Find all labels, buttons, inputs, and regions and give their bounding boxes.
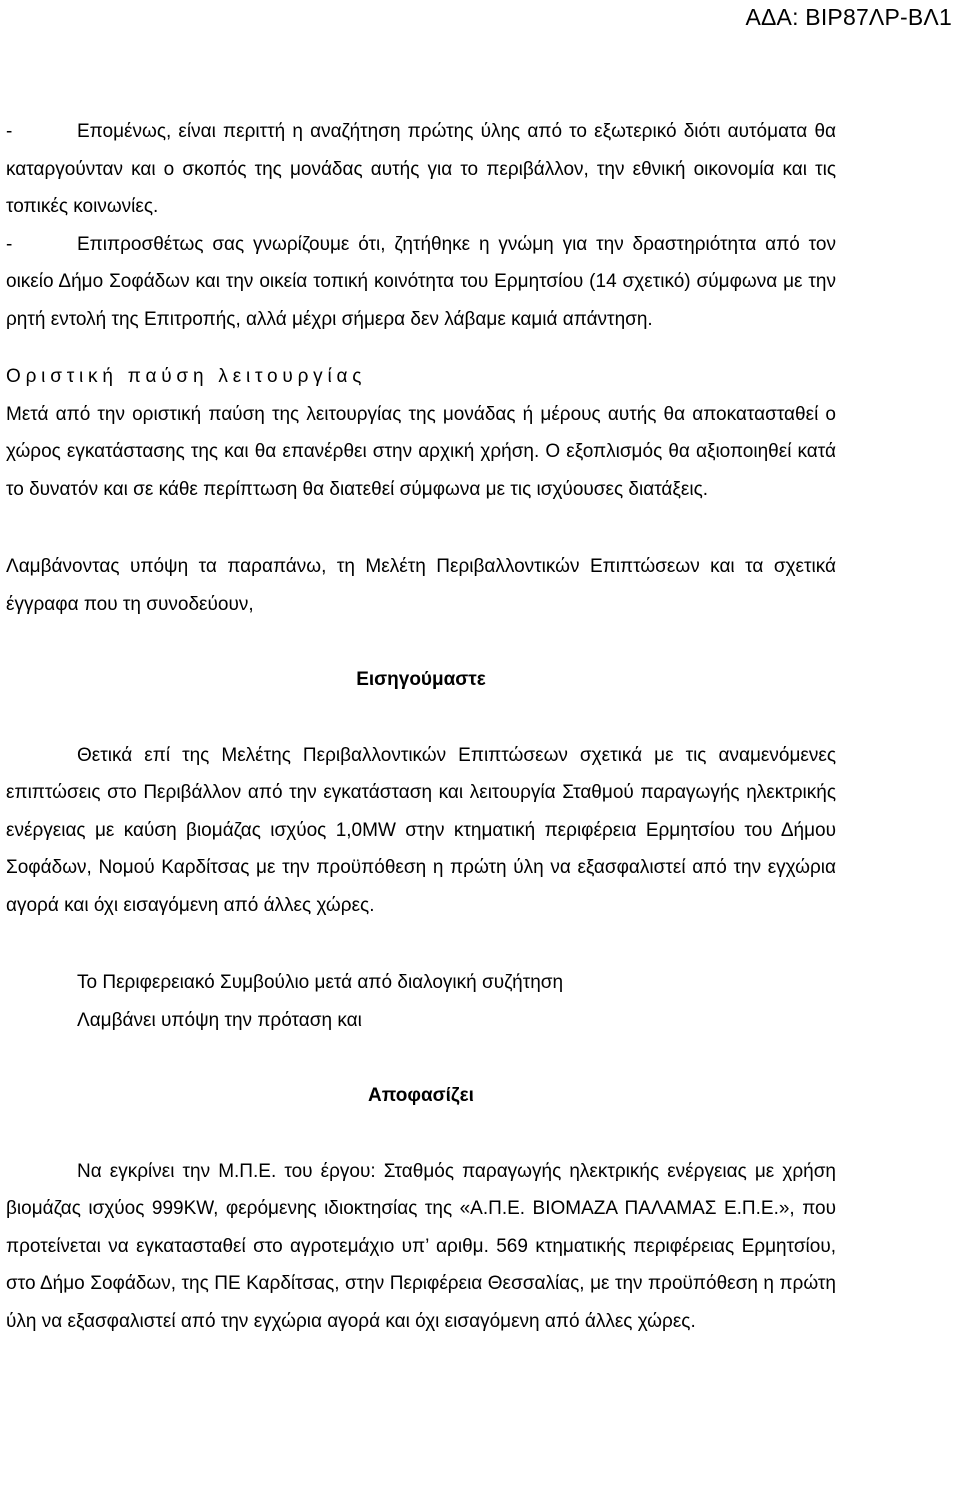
paragraph-municipality-opinion [6, 226, 836, 339]
list-dash: - [6, 121, 13, 142]
spacer [6, 924, 836, 964]
paragraph-first-ingredient-reason [6, 113, 836, 226]
spacer [6, 623, 836, 661]
paragraph-council-discussion: Το Περιφερειακό Συμβούλιο μετά από διαλογική συζήτηση [77, 972, 564, 993]
paragraph-text: Επομένως, είναι περιττή η αναζήτηση πρώτης ύλης από το εξωτερικό διότι αυτόματα θα καταργούνταν και ο σκοπός της μονάδας αυτής για το περιβάλλον, την εθνική οικονομία και τις τοπικές κοινωνίες. [6, 121, 836, 217]
document-body [6, 113, 836, 1340]
heading-we-recommend: Εισηγούμαστε [356, 669, 486, 690]
paragraph-shutdown-restoration: Μετά από την οριστική παύση της λειτουργίας της μονάδας ή μέρους αυτής θα αποκατασταθεί ο χώρος εγκατάστασης της και θα επανέρθει στην αρχική χρήση. Ο εξοπλισμός θα αξιοποιηθεί κατά το δυνατόν και σε κάθε περίπτωση θα διατεθεί σύμφωνα με τις ισχύουσες διατάξεις. [6, 403, 836, 500]
paragraph-council-takes-into-account: Λαμβάνει υπόψη την πρόταση και [77, 1009, 362, 1031]
spacer [6, 1115, 836, 1153]
ada-identifier: ΑΔΑ: ΒΙΡ87ΛΡ-ΒΛ1 [745, 4, 952, 30]
paragraph-positive-opinion: Θετικά επί της Μελέτης Περιβαλλοντικών Επιπτώσεων σχετικά με τις αναμενόμενες επιπτώσεις στο Περιβάλλον από την εγκατάσταση και λειτουργία Σταθμού παραγωγής ηλεκτρικής ενέργειας με καύση βιομάζας ισχύος 1,0MW στην κτηματική περιφέρεια Ερμητσίου του Δήμου Σοφάδων, Νομού Καρδίτσας με την προϋπόθεση η πρώτη ύλη να εξασφαλιστεί από την εγχώρια αγορά και όχι εισαγόμενη από άλλες χώρες. [6, 744, 836, 916]
spacer [6, 699, 836, 737]
spacer [6, 508, 836, 548]
list-dash: - [6, 233, 13, 255]
paragraph-text: Επιπροσθέτως σας γνωρίζουμε ότι, ζητήθηκε η γνώμη για την δραστηριότητα από τον οικείο Δήμο Σοφάδων και την οικεία τοπική κοινότητα του Ερμητσίου (14 σχετικό) σύμφωνα με την ρητή εντολή της Επιτροπής, αλλά μέχρι σήμερα δεν λάβαμε καμιά απάντηση. [6, 233, 836, 330]
paragraph-approval: Να εγκρίνει την Μ.Π.Ε. του έργου: Σταθμός παραγωγής ηλεκτρικής ενέργειας με χρήση βιομάζας ισχύος 999KW, φερόμενης ιδιοκτησίας της «Α.Π.Ε. ΒΙΟΜΑΖΑ ΠΑΛΑΜΑΣ Ε.Π.Ε.», που προτείνεται να εγκατασταθεί στο αγροτεμάχιο υπ’ αριθμ. 569 κτηματικής περιφέρειας Ερμητσίου, στο Δήμο Σοφάδων, της ΠΕ Καρδίτσας, στην Περιφέρεια Θεσσαλίας, με την προϋπόθεση η πρώτη ύλη να εξασφαλιστεί από την εγχώρια αγορά και όχι εισαγόμενη από άλλες χώρες. [6, 1160, 836, 1332]
section-heading-permanent-shutdown: Οριστική παύση λειτουργίας [6, 366, 367, 387]
spacer [6, 1039, 836, 1077]
paragraph-considering: Λαμβάνοντας υπόψη τα παραπάνω, τη Μελέτη Περιβαλλοντικών Επιπτώσεων και τα σχετικά έγγραφα που τη συνοδεύουν, [6, 556, 836, 615]
heading-decides: Αποφασίζει [368, 1085, 474, 1106]
